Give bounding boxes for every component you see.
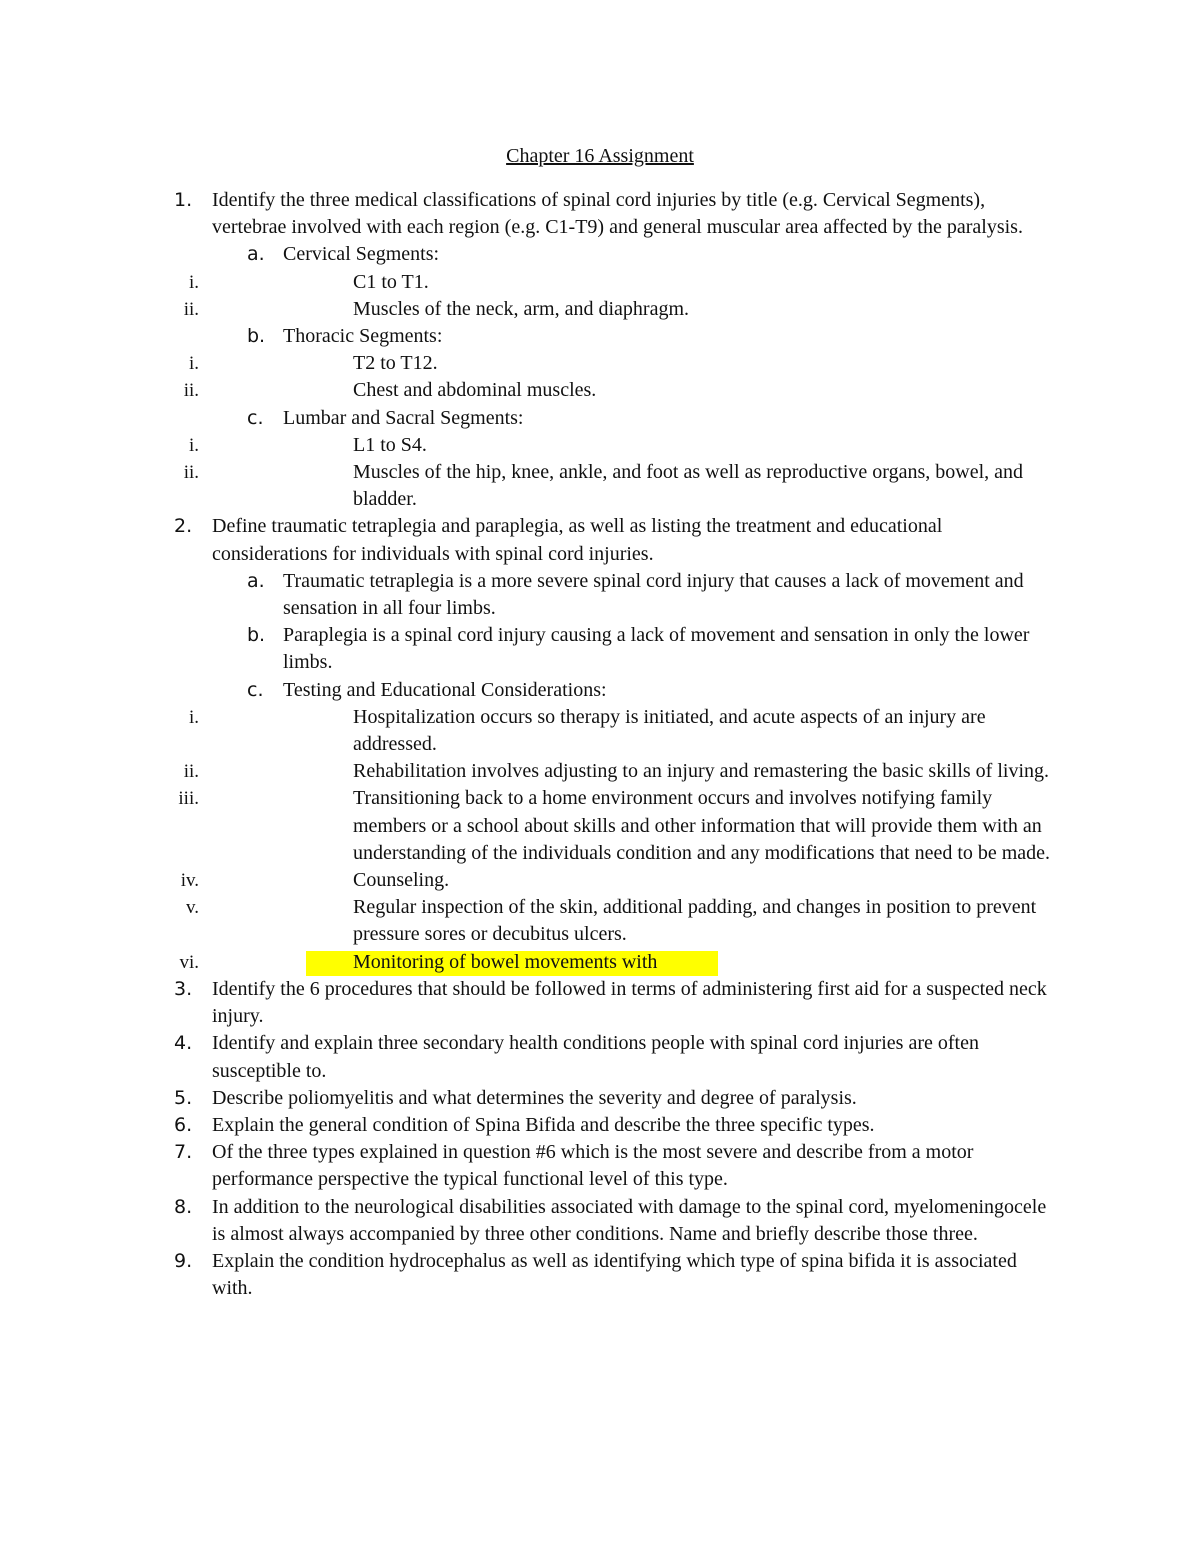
list-marker: b.: [247, 624, 266, 647]
list-marker: i.: [188, 271, 199, 293]
sub-sub-item: [0, 377, 1063, 404]
sub-sub-item: [0, 867, 1063, 894]
list-marker: vi.: [179, 951, 199, 973]
list-text: Monitoring of bowel movements with: [353, 950, 658, 973]
list-text: Traumatic tetraplegia is a more severe spinal cord injury that causes a lack of movement and sensation in all four limbs.: [283, 569, 1024, 620]
list-text: Transitioning back to a home environment occurs and involves notifying family members or a school about skills and other information that will provide them with an understanding of the individuals condition and any modifications that need to be made.: [353, 787, 1051, 864]
question-item: [0, 187, 1062, 241]
list-text: T2 to T12.: [353, 352, 438, 375]
list-text: Explain the general condition of Spina Bifida and describe the three specific types.: [212, 1113, 875, 1136]
sub-sub-item: [0, 785, 1063, 867]
list-text: L1 to S4.: [353, 433, 427, 456]
list-marker: 1.: [174, 189, 193, 211]
list-marker: c.: [247, 678, 264, 701]
sub-sub-item: [0, 269, 1063, 296]
list-text: Regular inspection of the skin, additional padding, and changes in position to prevent pressure sores or decubitus ulcers.: [353, 896, 1037, 946]
list-marker: i.: [188, 353, 199, 375]
question-item: [0, 1112, 1062, 1139]
list-text: Rehabilitation involves adjusting to an injury and remastering the basic skills of living.: [353, 760, 1049, 783]
list-marker: 4.: [174, 1032, 193, 1055]
list-text: Identify the three medical classifications of spinal cord injuries by title (e.g. Cervical Segments), vertebrae involved with each region (e.g. C1-T9) and general muscular area affected by the paralysis.: [212, 189, 1023, 239]
sub-sub-item: [0, 459, 1063, 513]
question-item: [0, 976, 1062, 1030]
list-text: Explain the condition hydrocephalus as well as identifying which type of spina bifida it is associated with.: [212, 1249, 1017, 1300]
list-text: Chest and abdominal muscles.: [353, 379, 597, 402]
list-text: Hospitalization occurs so therapy is initiated, and acute aspects of an injury are addressed.: [353, 705, 986, 756]
list-marker: c.: [247, 406, 264, 429]
list-text: Define traumatic tetraplegia and paraplegia, as well as listing the treatment and educational considerations for individuals with spinal cord injuries.: [212, 515, 943, 565]
list-marker: ii.: [183, 761, 199, 783]
list-marker: 6.: [174, 1113, 193, 1136]
list-marker: a.: [247, 243, 265, 266]
list-text: Counseling.: [353, 869, 450, 892]
question-item: [0, 1248, 1062, 1302]
list-marker: 9.: [174, 1249, 193, 1272]
list-text: Lumbar and Sacral Segments:: [283, 406, 524, 429]
list-text: Paraplegia is a spinal cord injury causing a lack of movement and sensation in only the lower limbs.: [283, 624, 1030, 674]
question-item: [0, 513, 1062, 567]
list-text: Cervical Segments:: [283, 243, 440, 266]
list-marker: 3.: [174, 977, 193, 1000]
question-item: [0, 1030, 1062, 1084]
assignment-list: [0, 187, 1200, 1302]
list-marker: ii.: [183, 380, 199, 402]
list-text: Muscles of the neck, arm, and diaphragm.: [353, 297, 690, 320]
document-title: Chapter 16 Assignment: [506, 145, 694, 167]
sub-sub-item: [0, 894, 1063, 948]
sub-item: [0, 241, 1063, 268]
list-marker: v.: [185, 897, 199, 919]
list-text: Testing and Educational Considerations:: [283, 678, 607, 701]
list-marker: 7.: [174, 1141, 193, 1164]
list-marker: 2.: [174, 515, 193, 538]
list-marker: 5.: [174, 1086, 193, 1109]
list-text: Identify the 6 procedures that should be followed in terms of administering first aid for a suspected neck injury.: [212, 977, 1047, 1028]
list-text: Identify and explain three secondary health conditions people with spinal cord injuries are often susceptible to.: [212, 1032, 979, 1082]
list-marker: a.: [247, 569, 265, 592]
list-marker: iv.: [180, 870, 199, 892]
list-text: In addition to the neurological disabilities associated with damage to the spinal cord, myelomeningocele is almost always accompanied by three other conditions. Name and briefly describe those three.: [212, 1195, 1047, 1245]
list-text: C1 to T1.: [353, 270, 429, 293]
list-text: Describe poliomyelitis and what determines the severity and degree of paralysis.: [212, 1086, 857, 1109]
sub-item: [0, 677, 1063, 704]
sub-sub-item: [0, 758, 1063, 785]
list-marker: 8.: [174, 1195, 193, 1218]
list-text: Of the three types explained in question #6 which is the most severe and describe from a motor performance perspective the typical functional level of this type.: [212, 1141, 974, 1191]
question-item: [0, 1194, 1062, 1248]
sub-item: [0, 568, 1063, 622]
sub-item: [0, 405, 1063, 432]
list-marker: b.: [247, 325, 266, 348]
question-item: [0, 1139, 1062, 1193]
sub-item: [0, 622, 1063, 676]
list-marker: i.: [188, 706, 199, 728]
list-text: Muscles of the hip, knee, ankle, and foot as well as reproductive organs, bowel, and bladder.: [353, 461, 1023, 511]
sub-sub-item: [0, 350, 1063, 377]
sub-sub-item: [0, 704, 1063, 758]
sub-sub-item: [0, 949, 1063, 976]
list-marker: iii.: [178, 788, 199, 810]
list-marker: i.: [188, 434, 199, 456]
list-marker: ii.: [183, 462, 199, 484]
sub-item: [0, 323, 1063, 350]
question-item: [0, 1085, 1062, 1112]
list-text: Thoracic Segments:: [283, 325, 443, 348]
sub-sub-item: [0, 432, 1063, 459]
sub-sub-item: [0, 296, 1063, 323]
list-marker: ii.: [183, 298, 199, 320]
